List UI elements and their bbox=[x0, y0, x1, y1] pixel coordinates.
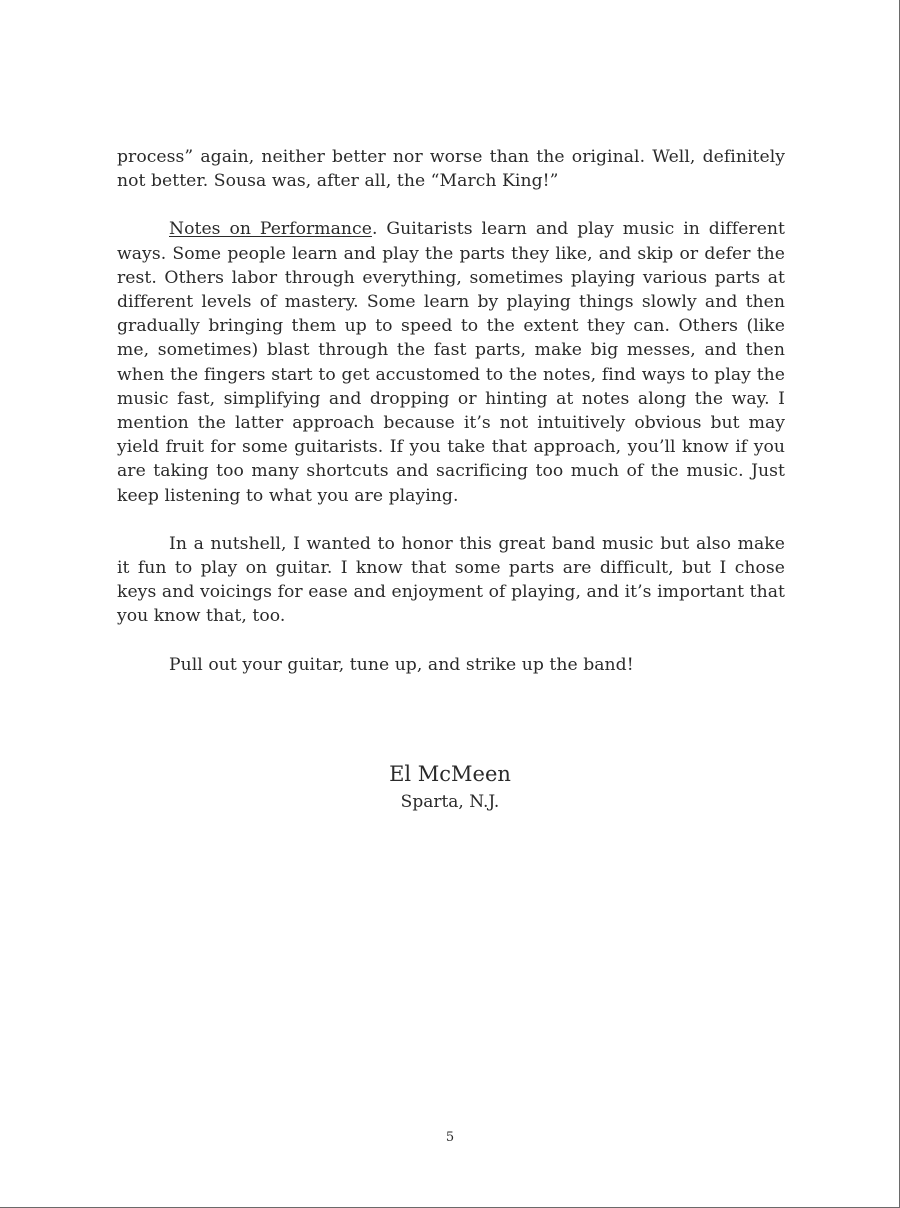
author-name: El McMeen bbox=[389, 762, 511, 786]
body-text bbox=[117, 145, 785, 701]
paragraph-4: Pull out your guitar, tune up, and strike up the band! bbox=[169, 654, 634, 675]
page-number: 5 bbox=[445, 1130, 455, 1145]
paragraph-1: process” again, neither better nor worse than the original. Well, definitely not better. Sousa was, after all, the “March King!” bbox=[117, 147, 785, 192]
author-location: Sparta, N.J. bbox=[400, 792, 500, 812]
paragraph-3: In a nutshell, I wanted to honor this great band music but also make it fun to play on guitar. I know that some parts are difficult, but I chose keys and voicings for ease and enjoyment of playing, and it’s important that you know that, too. bbox=[117, 533, 785, 627]
paragraph-2 bbox=[117, 217, 785, 507]
paragraph-2-text: . Guitarists learn and play music in different ways. Some people learn and play the parts they like, and skip or defer the rest. Others labor through everything, sometimes playing various parts at different levels of mastery. Some learn by playing things slowly and then gradually bringing them up to speed to the extent they can. Others (like me, sometimes) blast through the fast parts, make big messes, and then when the fingers start to get accustomed to the notes, find ways to play the music fast, simplifying and dropping or hinting at notes along the way. I mention the latter approach because it’s not intuitively obvious but may yield fruit for some guitarists. If you take that approach, you’ll know if you are taking too many shortcuts and sacrificing too much of the music. Just keep listening to what you are playing. bbox=[117, 219, 785, 506]
notes-on-performance-heading: Notes on Performance bbox=[169, 219, 372, 240]
